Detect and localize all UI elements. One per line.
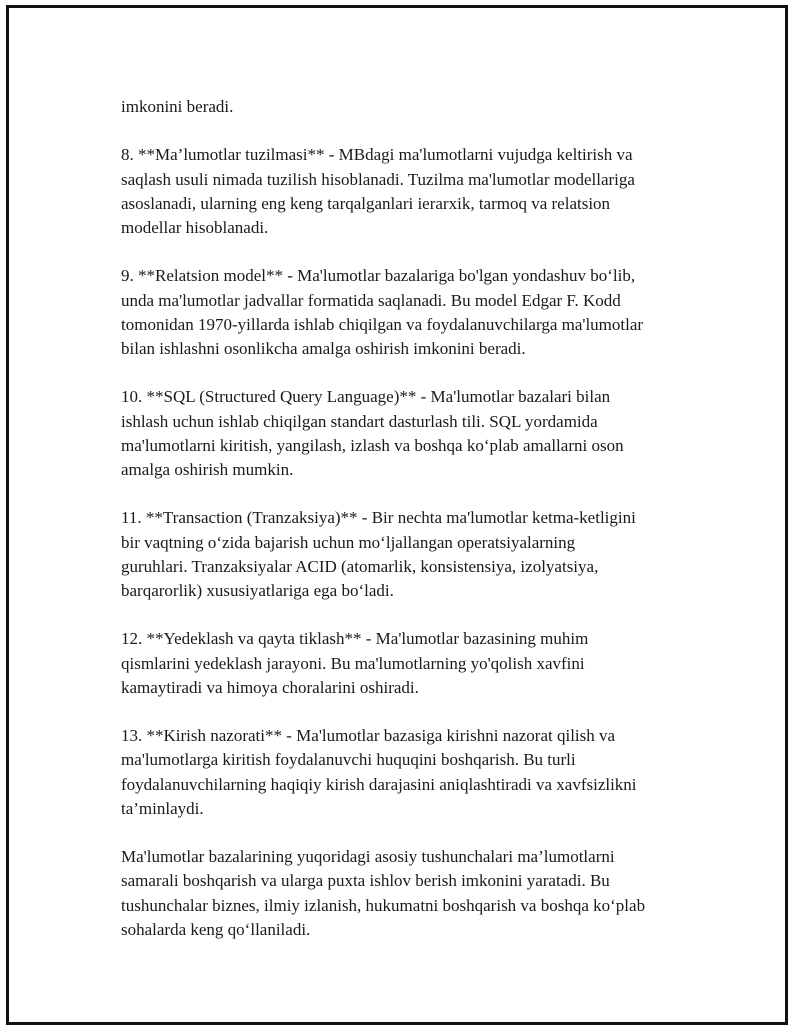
paragraph-item-11: 11. **Transaction (Tranzaksiya)** - Bir nechta ma'lumotlar ketma-ketligini bir vaqtning o‘zida bajarish uchun mo‘ljallangan operatsiyalarning guruhlari. Tranzaksiyalar ACID (atomarlik, konsistensiya, izolyatsiya, barqarorlik) xususiyatlariga ega bo‘ladi.	[121, 508, 636, 600]
paragraph-item-10: 10. **SQL (Structured Query Language)** - Ma'lumotlar bazalari bilan ishlash uchun ishlab chiqilgan standart dasturlash tili. SQL yordamida ma'lumotlarni kiritish, yangilash, izlash va boshqa ko‘plab amallarni oson amalga oshirish mumkin.	[121, 387, 624, 479]
paragraph-item-12: 12. **Yedeklash va qayta tiklash** - Ma'lumotlar bazasining muhim qismlarini yedeklash jarayoni. Bu ma'lumotlarning yo'qolish xavfini kamaytiradi va himoya choralarini oshiradi.	[121, 629, 589, 697]
paragraph-conclusion: Ma'lumotlar bazalarining yuqoridagi asosiy tushunchalari ma’lumotlarni samarali boshqarish va ularga puxta ishlov berish imkonini yaratadi. Bu tushunchalar biznes, ilmiy izlanish, hukumatni boshqarish va boshqa ko‘plab sohalarda keng qo‘llaniladi.	[121, 847, 646, 939]
document-body	[121, 95, 701, 966]
paragraph-item-8: 8. **Ma’lumotlar tuzilmasi** - MBdagi ma'lumotlarni vujudga keltirish va saqlash usuli nimada tuzilish hisoblanadi. Tuzilma ma'lumotlar modellariga asoslanadi, ularning eng keng tarqalganlari ierarxik, tarmoq va relatsion modellar hisoblanadi.	[121, 145, 635, 237]
paragraph-item-9: 9. **Relatsion model** - Ma'lumotlar bazalariga bo'lgan yondashuv bo‘lib, unda ma'lumotlar jadvallar formatida saqlanadi. Bu model Edgar F. Kodd tomonidan 1970-yillarda ishlab chiqilgan va foydalanuvchilarga ma'lumotlar bilan ishlashni osonlikcha amalga oshirish imkonini beradi.	[121, 266, 644, 358]
paragraph-continuation: imkonini beradi.	[121, 97, 234, 116]
paragraph-item-13: 13. **Kirish nazorati** - Ma'lumotlar bazasiga kirishni nazorat qilish va ma'lumotlarga kiritish foydalanuvchi huquqini boshqarish. Bu turli foydalanuvchilarning haqiqiy kirish darajasini aniqlashtiradi va xavfsizlikni ta’minlaydi.	[121, 726, 637, 818]
document-page	[6, 5, 788, 1025]
